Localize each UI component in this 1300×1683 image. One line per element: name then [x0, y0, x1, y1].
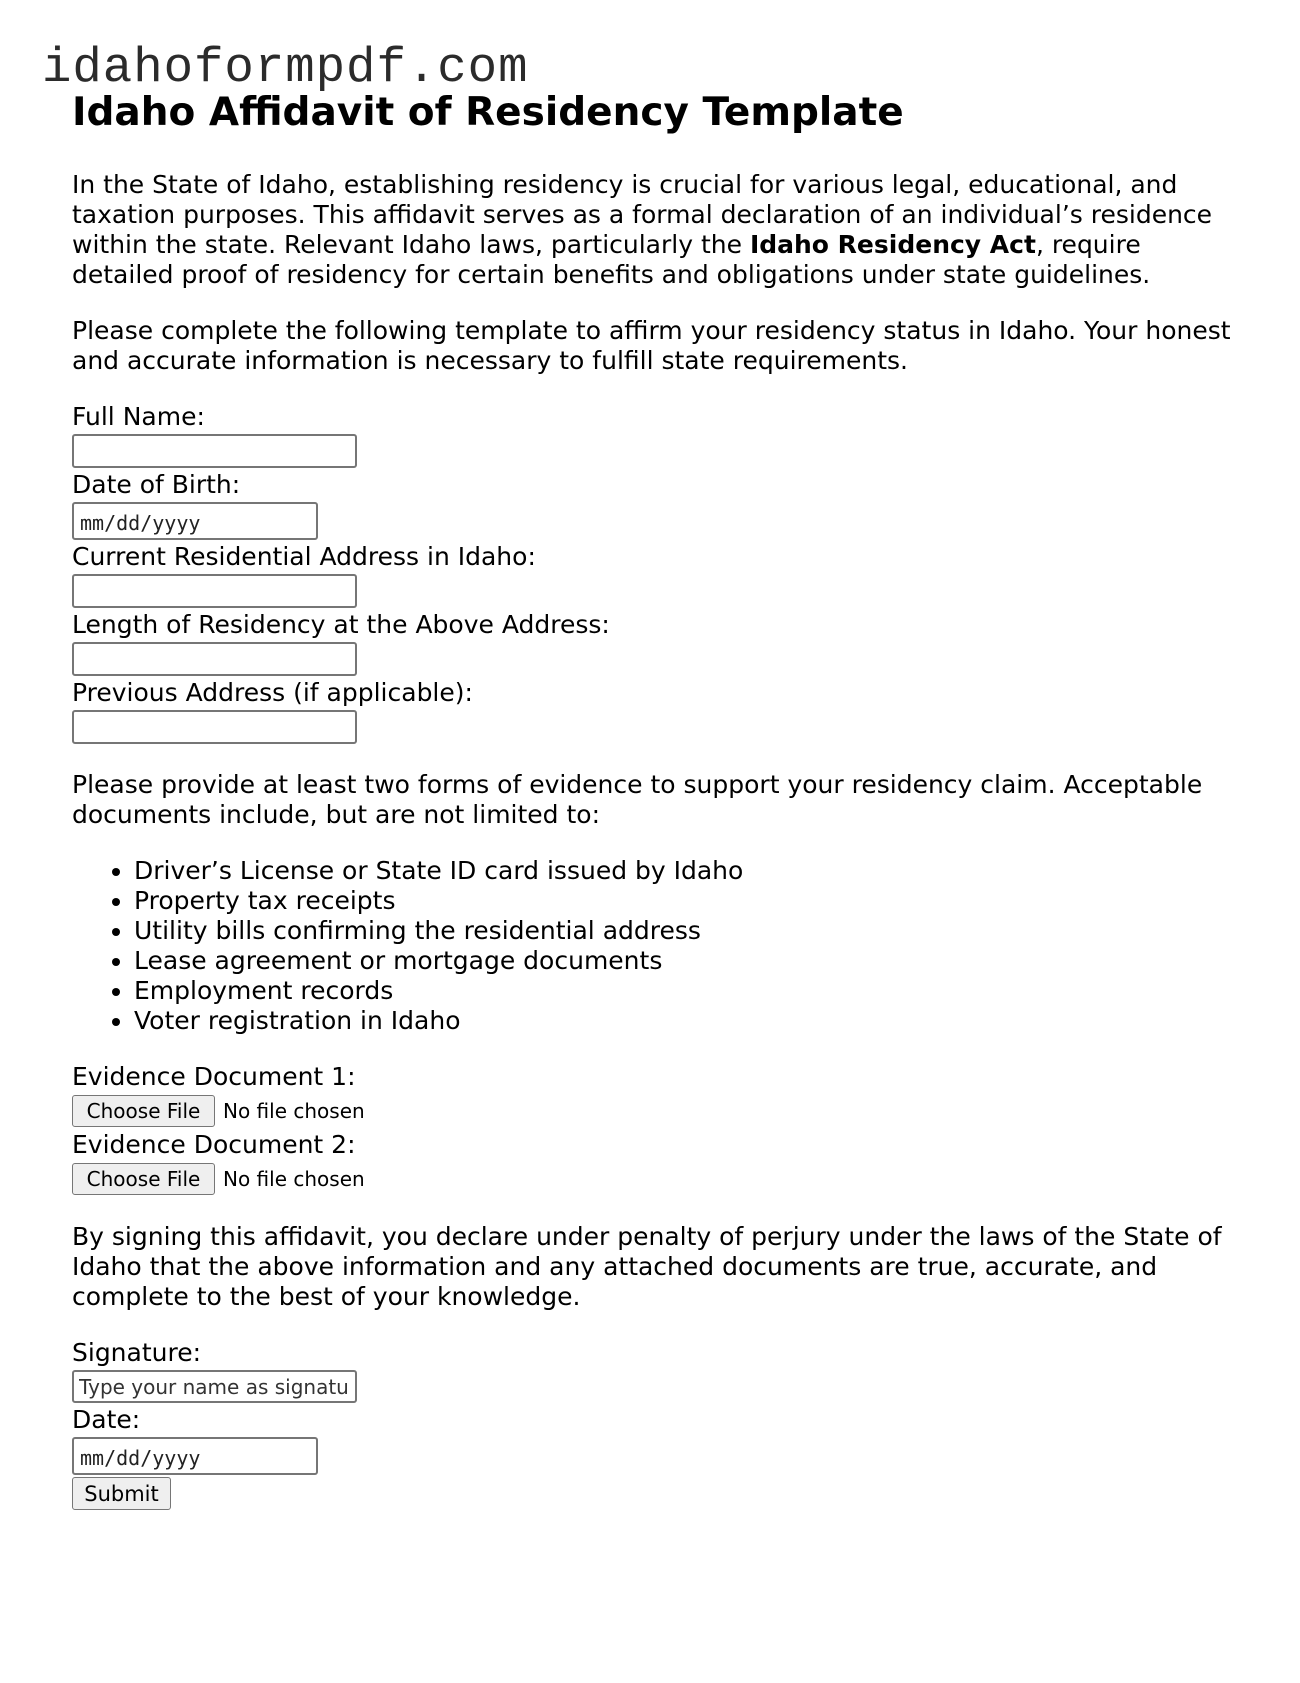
- declaration-paragraph: By signing this affidavit, you declare under penalty of perjury under the laws of the State of Idaho that the above information and any attached documents are true, accurate, and complete to the best of your knowledge.: [72, 1222, 1222, 1311]
- intro-text-start: In the State of Idaho, establishing residency is crucial for various legal, educational, and taxation purposes. This affidavit serves as a formal declaration of an individual’s residence within the state. Relevant Idaho laws, particularly the: [72, 170, 1213, 259]
- current-address-label: Current Residential Address in Idaho:: [72, 542, 536, 571]
- acceptable-documents-list: [72, 856, 1232, 1036]
- page-title: Idaho Affidavit of Residency Template: [72, 90, 904, 135]
- intro-paragraph: [72, 170, 1232, 290]
- watermark: idahoformpdf.com: [42, 40, 529, 96]
- current-address-input[interactable]: [72, 574, 357, 608]
- choose-file-button-2[interactable]: Choose File: [72, 1163, 215, 1195]
- file-status-1: No file chosen: [223, 1099, 365, 1123]
- evidence-document-2-label: Evidence Document 2:: [72, 1130, 356, 1159]
- previous-address-input[interactable]: [72, 710, 357, 744]
- date-input[interactable]: mm/dd/yyyy: [72, 1437, 318, 1475]
- residency-act-name: Idaho Residency Act: [749, 230, 1036, 259]
- length-of-residency-input[interactable]: [72, 642, 357, 676]
- evidence-intro-paragraph: Please provide at least two forms of evidence to support your residency claim. Acceptable documents include, but are not limited to:: [72, 770, 1203, 829]
- file-status-2: No file chosen: [223, 1167, 365, 1191]
- full-name-label: Full Name:: [72, 402, 205, 431]
- length-of-residency-label: Length of Residency at the Above Address:: [72, 610, 610, 639]
- date-of-birth-input[interactable]: mm/dd/yyyy: [72, 502, 318, 540]
- list-item: • Voter registration in Idaho: [134, 1006, 1232, 1036]
- full-name-input[interactable]: [72, 434, 357, 468]
- previous-address-label: Previous Address (if applicable):: [72, 678, 473, 707]
- signature-label: Signature:: [72, 1338, 202, 1367]
- date-label: Date:: [72, 1405, 141, 1434]
- list-item: • Employment records: [134, 976, 1232, 1006]
- affidavit-form-page: [72, 88, 1232, 1510]
- evidence-document-1-file-input: [72, 1094, 1232, 1128]
- list-item: • Property tax receipts: [134, 886, 1232, 916]
- list-item: • Utility bills confirming the residential address: [134, 916, 1232, 946]
- instructions-paragraph: Please complete the following template to affirm your residency status in Idaho. Your honest and accurate information is necessary to fulfill state requirements.: [72, 316, 1231, 375]
- date-of-birth-label: Date of Birth:: [72, 470, 241, 499]
- personal-info-section: [72, 402, 1232, 744]
- evidence-document-1-label: Evidence Document 1:: [72, 1062, 356, 1091]
- list-item: • Lease agreement or mortgage documents: [134, 946, 1232, 976]
- intro-text-end: , require detailed proof of residency for certain benefits and obligations under state guidelines.: [72, 230, 1151, 289]
- evidence-upload-section: [72, 1062, 1232, 1196]
- list-item: • Driver’s License or State ID card issued by Idaho: [134, 856, 1232, 886]
- choose-file-button-1[interactable]: Choose File: [72, 1095, 215, 1127]
- signature-section: [72, 1338, 1232, 1510]
- evidence-document-2-file-input: [72, 1162, 1232, 1196]
- signature-input[interactable]: [72, 1370, 357, 1403]
- submit-button[interactable]: Submit: [72, 1477, 171, 1510]
